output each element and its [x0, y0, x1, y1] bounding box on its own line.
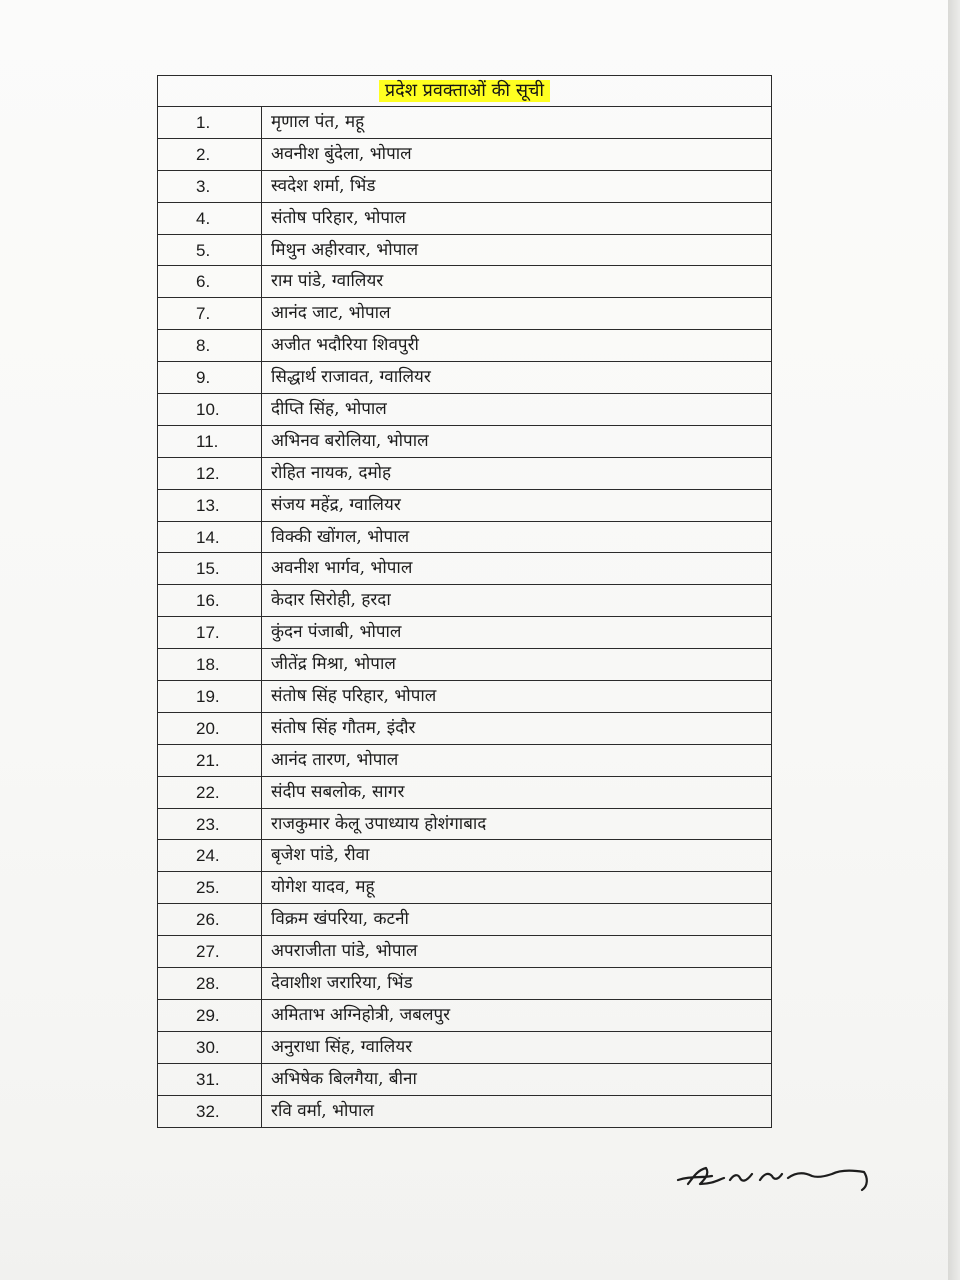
serial-number: 19.: [158, 681, 262, 713]
spokesperson-name: मृणाल पंत, महू: [262, 107, 772, 139]
signature-icon: [676, 1160, 876, 1196]
table-row: [158, 617, 772, 649]
table-row: [158, 968, 772, 1000]
table-row: [158, 457, 772, 489]
serial-number: 2.: [158, 138, 262, 170]
table-row: [158, 936, 772, 968]
serial-number: 3.: [158, 170, 262, 202]
serial-number: 23.: [158, 808, 262, 840]
spokesperson-name: आनंद तारण, भोपाल: [262, 744, 772, 776]
title-row: [158, 76, 772, 107]
table-row: [158, 330, 772, 362]
table-row: [158, 1031, 772, 1063]
serial-number: 26.: [158, 904, 262, 936]
adjacent-page-edge: [948, 0, 960, 1280]
table-row: [158, 170, 772, 202]
serial-number: 8.: [158, 330, 262, 362]
title-cell: [158, 76, 772, 107]
spokesperson-name: स्वदेश शर्मा, भिंड: [262, 170, 772, 202]
spokesperson-name: विक्रम खंपरिया, कटनी: [262, 904, 772, 936]
spokesperson-name: योगेश यादव, महू: [262, 872, 772, 904]
serial-number: 16.: [158, 585, 262, 617]
table-row: [158, 1063, 772, 1095]
serial-number: 6.: [158, 266, 262, 298]
serial-number: 32.: [158, 1095, 262, 1127]
table-row: [158, 266, 772, 298]
spokesperson-name: बृजेश पांडे, रीवा: [262, 840, 772, 872]
serial-number: 5.: [158, 234, 262, 266]
table-row: [158, 553, 772, 585]
serial-number: 14.: [158, 521, 262, 553]
spokesperson-name: सिद्धार्थ राजावत, ग्वालियर: [262, 362, 772, 394]
table-row: [158, 394, 772, 426]
spokespersons-table: [157, 75, 772, 1128]
serial-number: 18.: [158, 649, 262, 681]
spokesperson-name: देवाशीश जरारिया, भिंड: [262, 968, 772, 1000]
serial-number: 27.: [158, 936, 262, 968]
serial-number: 17.: [158, 617, 262, 649]
serial-number: 4.: [158, 202, 262, 234]
table-row: [158, 521, 772, 553]
table-row: [158, 489, 772, 521]
table-row: [158, 585, 772, 617]
serial-number: 24.: [158, 840, 262, 872]
spokesperson-name: संतोष परिहार, भोपाल: [262, 202, 772, 234]
serial-number: 21.: [158, 744, 262, 776]
spokesperson-name: केदार सिरोही, हरदा: [262, 585, 772, 617]
spokesperson-name: अनुराधा सिंह, ग्वालियर: [262, 1031, 772, 1063]
serial-number: 30.: [158, 1031, 262, 1063]
spokesperson-name: जीतेंद्र मिश्रा, भोपाल: [262, 649, 772, 681]
serial-number: 11.: [158, 425, 262, 457]
serial-number: 31.: [158, 1063, 262, 1095]
table-row: [158, 681, 772, 713]
table-row: [158, 744, 772, 776]
spokesperson-name: कुंदन पंजाबी, भोपाल: [262, 617, 772, 649]
serial-number: 29.: [158, 999, 262, 1031]
table-row: [158, 107, 772, 139]
spokesperson-name: राजकुमार केलू उपाध्याय होशंगाबाद: [262, 808, 772, 840]
serial-number: 25.: [158, 872, 262, 904]
spokesperson-name: संतोष सिंह गौतम, इंदौर: [262, 712, 772, 744]
table-row: [158, 649, 772, 681]
table-row: [158, 234, 772, 266]
serial-number: 9.: [158, 362, 262, 394]
table-row: [158, 776, 772, 808]
table-row: [158, 712, 772, 744]
spokesperson-name: संजय महेंद्र, ग्वालियर: [262, 489, 772, 521]
table-row: [158, 1095, 772, 1127]
table-row: [158, 840, 772, 872]
spokesperson-name: दीप्ति सिंह, भोपाल: [262, 394, 772, 426]
spokesperson-name: मिथुन अहीरवार, भोपाल: [262, 234, 772, 266]
spokesperson-name: आनंद जाट, भोपाल: [262, 298, 772, 330]
spokesperson-name: अवनीश भार्गव, भोपाल: [262, 553, 772, 585]
spokesperson-name: संदीप सबलोक, सागर: [262, 776, 772, 808]
spokesperson-name: अवनीश बुंदेला, भोपाल: [262, 138, 772, 170]
table-row: [158, 999, 772, 1031]
spokesperson-name: विक्की खोंगल, भोपाल: [262, 521, 772, 553]
table-row: [158, 808, 772, 840]
spokesperson-name: अमिताभ अग्निहोत्री, जबलपुर: [262, 999, 772, 1031]
serial-number: 12.: [158, 457, 262, 489]
table-row: [158, 298, 772, 330]
spokesperson-name: संतोष सिंह परिहार, भोपाल: [262, 681, 772, 713]
serial-number: 7.: [158, 298, 262, 330]
spokesperson-name: राम पांडे, ग्वालियर: [262, 266, 772, 298]
table-row: [158, 362, 772, 394]
serial-number: 10.: [158, 394, 262, 426]
table-row: [158, 872, 772, 904]
serial-number: 15.: [158, 553, 262, 585]
spokesperson-name: अजीत भदौरिया शिवपुरी: [262, 330, 772, 362]
document-title: प्रदेश प्रवक्ताओं की सूची: [379, 80, 550, 102]
spokesperson-name: रवि वर्मा, भोपाल: [262, 1095, 772, 1127]
serial-number: 1.: [158, 107, 262, 139]
spokesperson-name: रोहित नायक, दमोह: [262, 457, 772, 489]
spokesperson-name: अभिनव बरोलिया, भोपाल: [262, 425, 772, 457]
table-row: [158, 138, 772, 170]
table-row: [158, 202, 772, 234]
serial-number: 20.: [158, 712, 262, 744]
serial-number: 28.: [158, 968, 262, 1000]
spokesperson-name: अभिषेक बिलगैया, बीना: [262, 1063, 772, 1095]
serial-number: 13.: [158, 489, 262, 521]
serial-number: 22.: [158, 776, 262, 808]
table-row: [158, 904, 772, 936]
spokesperson-name: अपराजीता पांडे, भोपाल: [262, 936, 772, 968]
table-row: [158, 425, 772, 457]
